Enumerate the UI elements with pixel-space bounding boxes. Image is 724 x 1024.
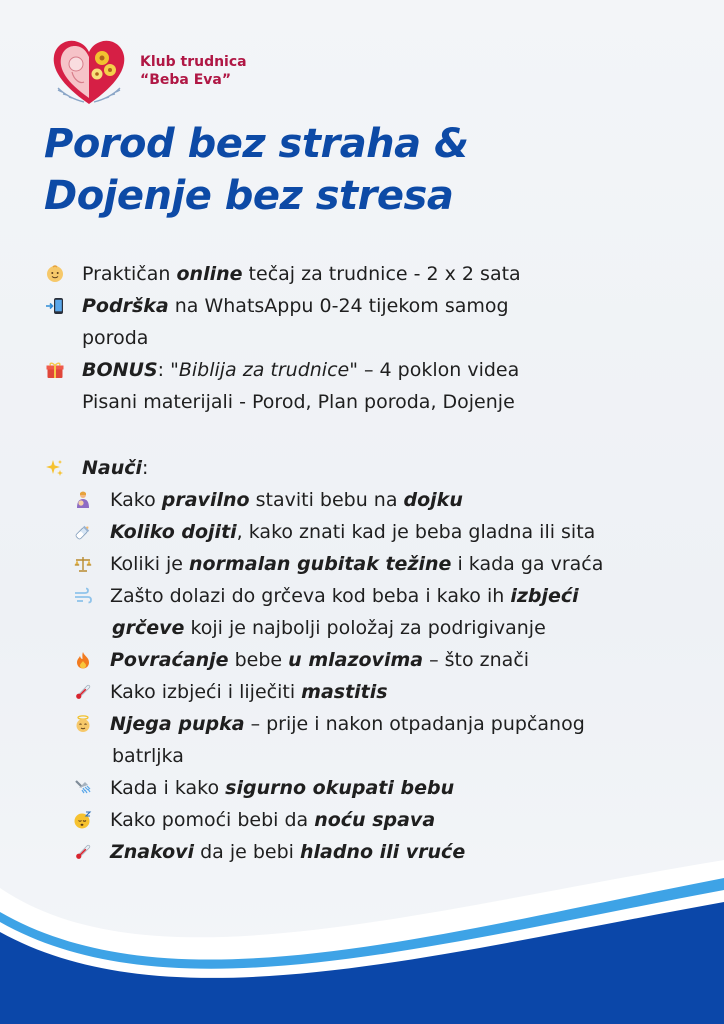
learn-4-p1: Zašto dolazi do grčeva kod beba i kako ih bbox=[110, 585, 511, 607]
offer-3-biblija: Biblija za trudnice bbox=[178, 359, 350, 381]
learn-9-p2: noću spava bbox=[314, 809, 436, 831]
offer-3-text-b: : " bbox=[157, 359, 179, 381]
learn-4-p4: koji je najbolji položaj za podrigivanje bbox=[184, 617, 546, 639]
page-title bbox=[44, 118, 468, 222]
offer-item-continued bbox=[46, 386, 696, 418]
offer-1-online: online bbox=[176, 263, 243, 285]
learn-1-p3: staviti bebu na bbox=[249, 489, 404, 511]
learn-7-p1: Njega pupka bbox=[110, 713, 245, 735]
brand-line-2: “Beba Eva” bbox=[140, 72, 232, 88]
learn-item bbox=[46, 676, 696, 708]
learn-item bbox=[46, 708, 696, 740]
offer-item bbox=[46, 258, 696, 290]
learn-heading bbox=[46, 452, 696, 484]
learn-6-p1: Kako izbjeći i liječiti bbox=[110, 681, 302, 703]
learn-5-p4: – što znači bbox=[423, 649, 530, 671]
offer-3-bonus: BONUS bbox=[82, 359, 158, 381]
brand-line-1: Klub trudnica bbox=[140, 54, 247, 70]
learn-1-p2: pravilno bbox=[161, 489, 250, 511]
learn-4-p3: grčeve bbox=[112, 617, 185, 639]
offer-1-text-a: Praktičan bbox=[82, 263, 177, 285]
offer-1-text-c: tečaj za trudnice - 2 x 2 sata bbox=[242, 263, 521, 285]
learn-5-p3: u mlazovima bbox=[288, 649, 424, 671]
learn-8-p1: Kada i kako bbox=[110, 777, 226, 799]
content bbox=[46, 258, 696, 868]
offer-item-continued bbox=[46, 322, 696, 354]
learn-10-p1: Znakovi bbox=[110, 841, 195, 863]
learn-1-p4: dojku bbox=[403, 489, 463, 511]
learn-item bbox=[46, 548, 696, 580]
learn-2-p2: , kako znati kad je beba gladna ili sita bbox=[236, 521, 596, 543]
brand-name bbox=[140, 53, 247, 89]
learn-item-continued bbox=[46, 612, 696, 644]
learn-3-p1: Koliki je bbox=[110, 553, 190, 575]
offer-item bbox=[46, 354, 696, 386]
offer-2-text-b: na WhatsAppu 0-24 tijekom samog bbox=[168, 295, 509, 317]
learn-colon: : bbox=[142, 457, 149, 479]
learn-item-continued bbox=[46, 740, 696, 772]
learn-3-p2: normalan gubitak težine bbox=[189, 553, 452, 575]
title-line-1: Porod bez straha & bbox=[44, 121, 469, 167]
learn-10-p3: hladno ili vruće bbox=[299, 841, 466, 863]
learn-2-p1: Koliko dojiti bbox=[110, 521, 237, 543]
learn-3-p3: i kada ga vraća bbox=[451, 553, 604, 575]
title-line-2: Dojenje bez stresa bbox=[44, 173, 454, 219]
learn-item bbox=[46, 484, 696, 516]
offer-2-text-c: poroda bbox=[82, 327, 149, 349]
offer-3-text-d: " – 4 poklon videa bbox=[349, 359, 520, 381]
learn-1-p1: Kako bbox=[110, 489, 162, 511]
learn-item bbox=[46, 772, 696, 804]
learn-6-p2: mastitis bbox=[301, 681, 388, 703]
bottom-wave bbox=[0, 840, 724, 1024]
learn-8-p2: sigurno okupati bebu bbox=[225, 777, 455, 799]
learn-5-p1: Povraćanje bbox=[110, 649, 229, 671]
learn-item bbox=[46, 804, 696, 836]
club-logo bbox=[50, 36, 128, 108]
offer-item bbox=[46, 290, 696, 322]
learn-item bbox=[46, 580, 696, 612]
learn-9-p1: Kako pomoći bebi da bbox=[110, 809, 315, 831]
learn-item bbox=[46, 516, 696, 548]
learn-4-p2: izbjeći bbox=[510, 585, 579, 607]
learn-item bbox=[46, 644, 696, 676]
learn-7-p3: batrljka bbox=[112, 745, 184, 767]
learn-10-p2: da je bebi bbox=[194, 841, 300, 863]
learn-5-p2: bebe bbox=[228, 649, 289, 671]
learn-label: Nauči bbox=[82, 457, 143, 479]
offer-2-podrska: Podrška bbox=[82, 295, 169, 317]
learn-7-p2: – prije i nakon otpadanja pupčanog bbox=[244, 713, 585, 735]
offer-3-text-e: Pisani materijali - Porod, Plan poroda, Dojenje bbox=[82, 391, 515, 413]
